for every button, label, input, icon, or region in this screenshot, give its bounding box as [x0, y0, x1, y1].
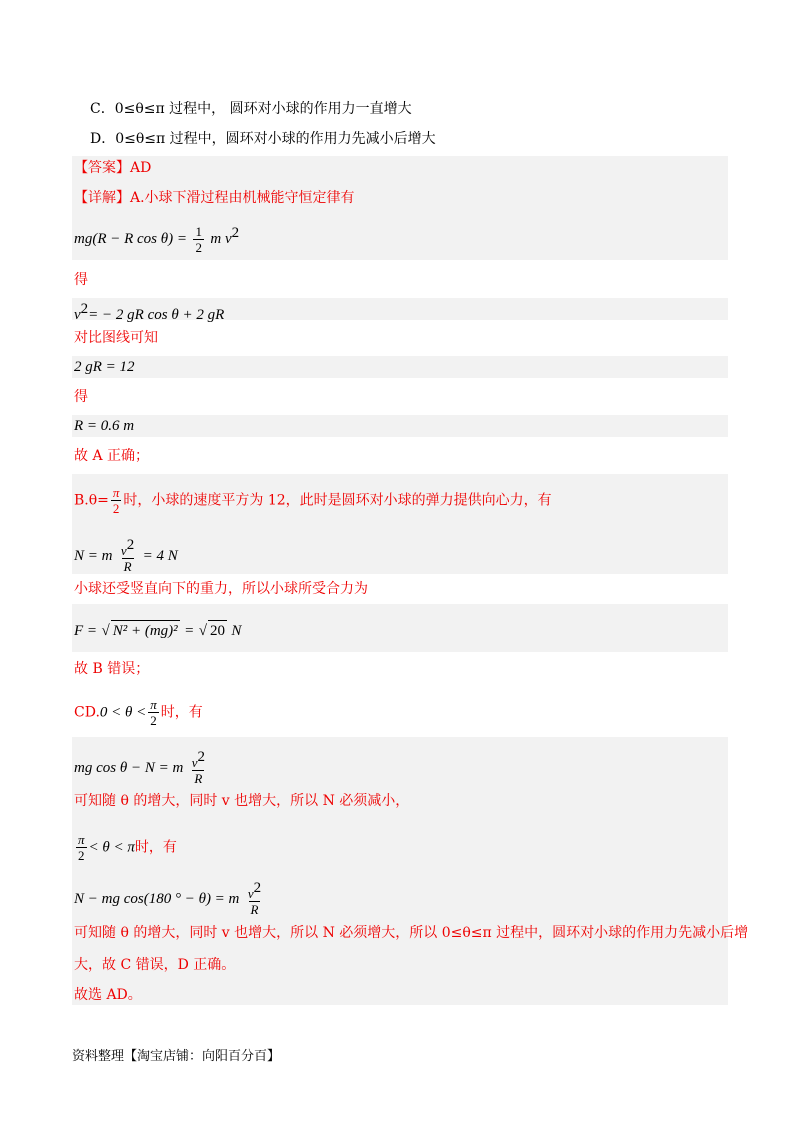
b-intro: B.θ= $\frac{\pi}{2}$ 时，小球的速度平方为 12，此时是圆环对小球的弹力提供向心力，有: [74, 485, 552, 516]
text-a-correct: 故 A 正确；: [74, 448, 150, 464]
eqC1-fraction: $\frac{v^2}{R}$: [191, 749, 206, 786]
cd-range2: $\frac{\pi}{2}$ < θ < π时，有: [78, 832, 177, 863]
text-de: 得: [74, 272, 88, 288]
answer-value: AD: [130, 160, 152, 176]
equation-v2: $v^2= - 2$ gR cos θ + 2 gR: [74, 301, 225, 323]
eq1-fraction: $\frac{1}{2}$: [195, 223, 202, 255]
conclusion: 故选 AD。: [74, 987, 142, 1003]
eq2-body: = − 2 gR cos θ + 2 gR: [88, 307, 225, 323]
answer-label: 【答案】: [74, 160, 130, 176]
b-wrong: 故 B 错误；: [74, 661, 150, 677]
eqC2-fraction: $\frac{v^2}{R}$: [247, 880, 262, 917]
equation-C2: N − mg cos(180 ° − θ) = m $\frac{v^2}{R}$: [74, 880, 262, 917]
cd-inc2-line1: 可知随 θ 的增大，同时 v 也增大，所以 N 必须增大，所以 0≤θ≤π 过程中，圆环对小球的作用力先减小后增: [74, 925, 749, 941]
cd-inc1: 可知随 θ 的增大，同时 v 也增大，所以 N 必须减小，: [74, 793, 410, 809]
answer-line: [74, 158, 151, 178]
eq3-band: [72, 356, 728, 378]
eq1-right: m v: [210, 231, 232, 247]
eqF-sqrt-inner: N² + (mg)²: [111, 620, 180, 641]
equation-R: R = 0.6 m: [74, 418, 135, 434]
cd-pi-fraction2: $\frac{\pi}{2}$: [78, 832, 85, 863]
eq4-band: [72, 415, 728, 437]
cd-inc2-line2: 大，故 C 错误，D 正确。: [74, 957, 236, 973]
detail-intro-line: [74, 188, 355, 208]
cd-range1: CD.0 < θ < $\frac{\pi}{2}$ 时，有: [74, 697, 203, 728]
detail-label: 【详解】: [74, 190, 130, 206]
equation-C1: mg cos θ − N = m $\frac{v^2}{R}$: [74, 749, 206, 786]
cd-pi-fraction1: $\frac{\pi}{2}$: [150, 697, 157, 728]
option-d: D．0≤θ≤π 过程中，圆环对小球的作用力先减小后增大: [90, 131, 436, 147]
detail-intro: A.小球下滑过程由机械能守恒定律有: [130, 190, 355, 206]
b-gravity: 小球还受竖直向下的重力，所以小球所受合力为: [74, 581, 368, 597]
text-de2: 得: [74, 389, 88, 405]
b-pi-fraction: $\frac{\pi}{2}$: [112, 485, 120, 516]
equation-N: N = m $\frac{v^2}{R}$ = 4 N: [74, 537, 178, 574]
eq1-left: mg(R − R cos θ) =: [74, 231, 188, 247]
equation-F: F = √ N² + (mg)² = √ 20 N: [74, 620, 241, 641]
footer: 资料整理【淘宝店铺：向阳百分百】: [72, 1049, 281, 1064]
text-compare: 对比图线可知: [74, 330, 158, 346]
eqF-sqrt-val: 20: [208, 620, 227, 641]
equation-energy: mg(R − R cos θ) = $\frac{1}{2}$ m $v^2$: [74, 223, 240, 255]
option-c: C．0≤θ≤π 过程中， 圆环对小球的作用力一直增大: [90, 101, 412, 117]
eqN-fraction: $\frac{v^2}{R}$: [120, 537, 135, 574]
equation-2gR: 2 gR = 12: [74, 359, 135, 375]
